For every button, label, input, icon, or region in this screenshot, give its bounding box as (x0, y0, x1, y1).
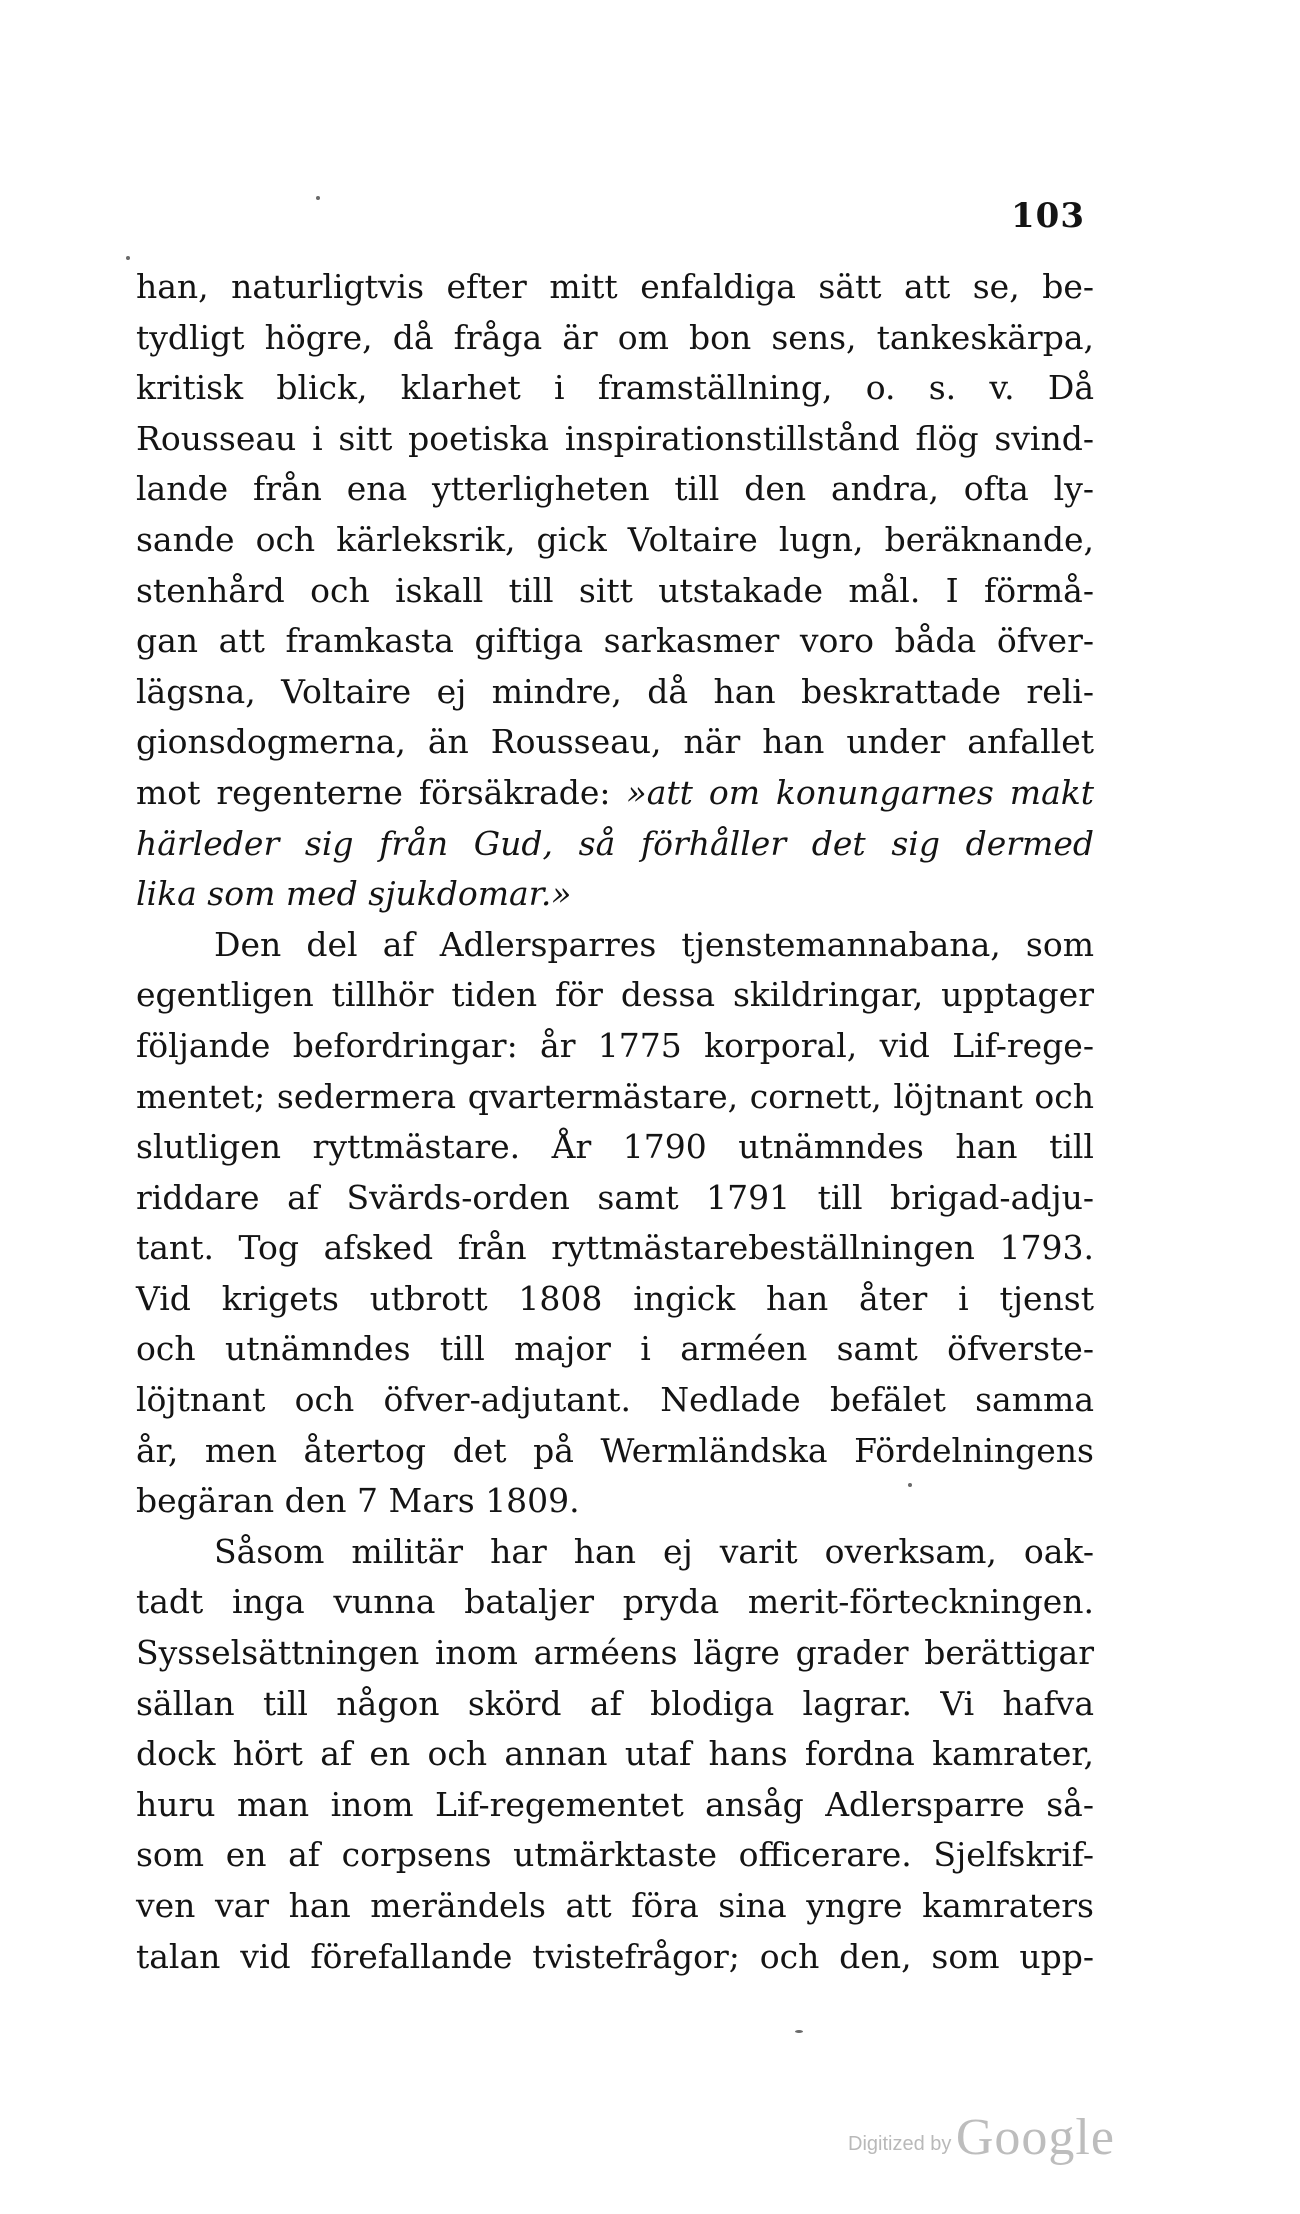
text-line: kritisk blick, klarhet i framställning, o. s. v. Då (136, 368, 1094, 408)
text-line: riddare af Svärds-orden samt 1791 till brigad-adju- (136, 1177, 1094, 1217)
text-line: löjtnant och öfver-adjutant. Nedlade befälet samma (136, 1380, 1094, 1420)
text-line: gan att framkasta giftiga sarkasmer voro båda öfver- (136, 621, 1094, 661)
text-line: han, naturligtvis efter mitt enfaldiga sätt att se, be- (136, 267, 1094, 306)
text-line: Vid krigets utbrott 1808 ingick han åter i tjenst (136, 1278, 1094, 1318)
text-line: som en af corpsens utmärktaste officerare. Sjelfskrif- (136, 1835, 1094, 1875)
page-number: 103 (1011, 196, 1085, 236)
text-line: lika som med sjukdomar.» (136, 874, 572, 914)
scan-speck (795, 2030, 803, 2033)
scan-speck (908, 1483, 912, 1487)
text-line: stenhård och iskall till sitt utstakade mål. I förmå- (136, 570, 1094, 610)
text-line: tadt inga vunna bataljer pryda merit-förteckningen. (136, 1582, 1094, 1622)
text-line: följande befordringar: år 1775 korporal, vid Lif-rege- (136, 1025, 1094, 1065)
text-line: begäran den 7 Mars 1809. (136, 1481, 580, 1521)
text-line: sällan till någon skörd af blodiga lagrar. Vi hafva (136, 1683, 1094, 1723)
text-line: gionsdogmerna, än Rousseau, när han under anfallet (136, 722, 1094, 762)
text-line: talan vid förefallande tvistefrågor; och den, som upp- (136, 1936, 1094, 1976)
body-text (136, 262, 1094, 1982)
scan-speck (316, 196, 320, 200)
text-line: härleder sig från Gud, så förhåller det sig dermed (136, 823, 1094, 863)
text-line-italic: »att om konungarnes makt (626, 772, 1095, 812)
text-line: slutligen ryttmästare. År 1790 utnämndes han till (136, 1127, 1094, 1167)
text-line: Rousseau i sitt poetiska inspirationstillstånd flög svind- (136, 418, 1094, 458)
text-line: Såsom militär har han ej varit overksam, oak- (214, 1531, 1094, 1571)
text-line: Den del af Adlersparres tjenstemannabana, som (214, 924, 1094, 964)
text-line: egentligen tillhör tiden för dessa skildringar, upptager (136, 975, 1094, 1015)
text-line: mentet; sedermera qvartermästare, cornett, löjtnant och (136, 1076, 1094, 1116)
google-logo: Google (955, 2109, 1115, 2166)
text-line: huru man inom Lif-regementet ansåg Adlersparre så- (136, 1784, 1094, 1824)
text-line: lande från ena ytterligheten till den andra, ofta ly- (136, 469, 1094, 509)
text-line: lägsna, Voltaire ej mindre, då han beskrattade reli- (136, 671, 1094, 711)
scan-speck (126, 256, 130, 260)
text-line-plain: mot regenterne försäkrade: (136, 772, 627, 812)
text-line (136, 768, 1094, 819)
text-line: dock hört af en och annan utaf hans fordna kamrater, (136, 1734, 1094, 1774)
text-line: tant. Tog afsked från ryttmästarebeställningen 1793. (136, 1228, 1094, 1268)
text-line: sande och kärleksrik, gick Voltaire lugn, beräknande, (136, 519, 1094, 559)
watermark-prefix: Digitized by (848, 2133, 952, 2155)
text-line: och utnämndes till major i arméen samt öfverste- (136, 1329, 1094, 1369)
text-line: ven var han merändels att föra sina yngre kamraters (136, 1886, 1094, 1925)
text-line: tydligt högre, då fråga är om bon sens, tankeskärpa, (136, 317, 1094, 357)
digitized-by-google-watermark (848, 2108, 1128, 2167)
text-line: år, men återtog det på Wermländska Fördelningens (136, 1430, 1094, 1470)
text-line: Sysselsättningen inom arméens lägre grader berättigar (136, 1633, 1094, 1673)
